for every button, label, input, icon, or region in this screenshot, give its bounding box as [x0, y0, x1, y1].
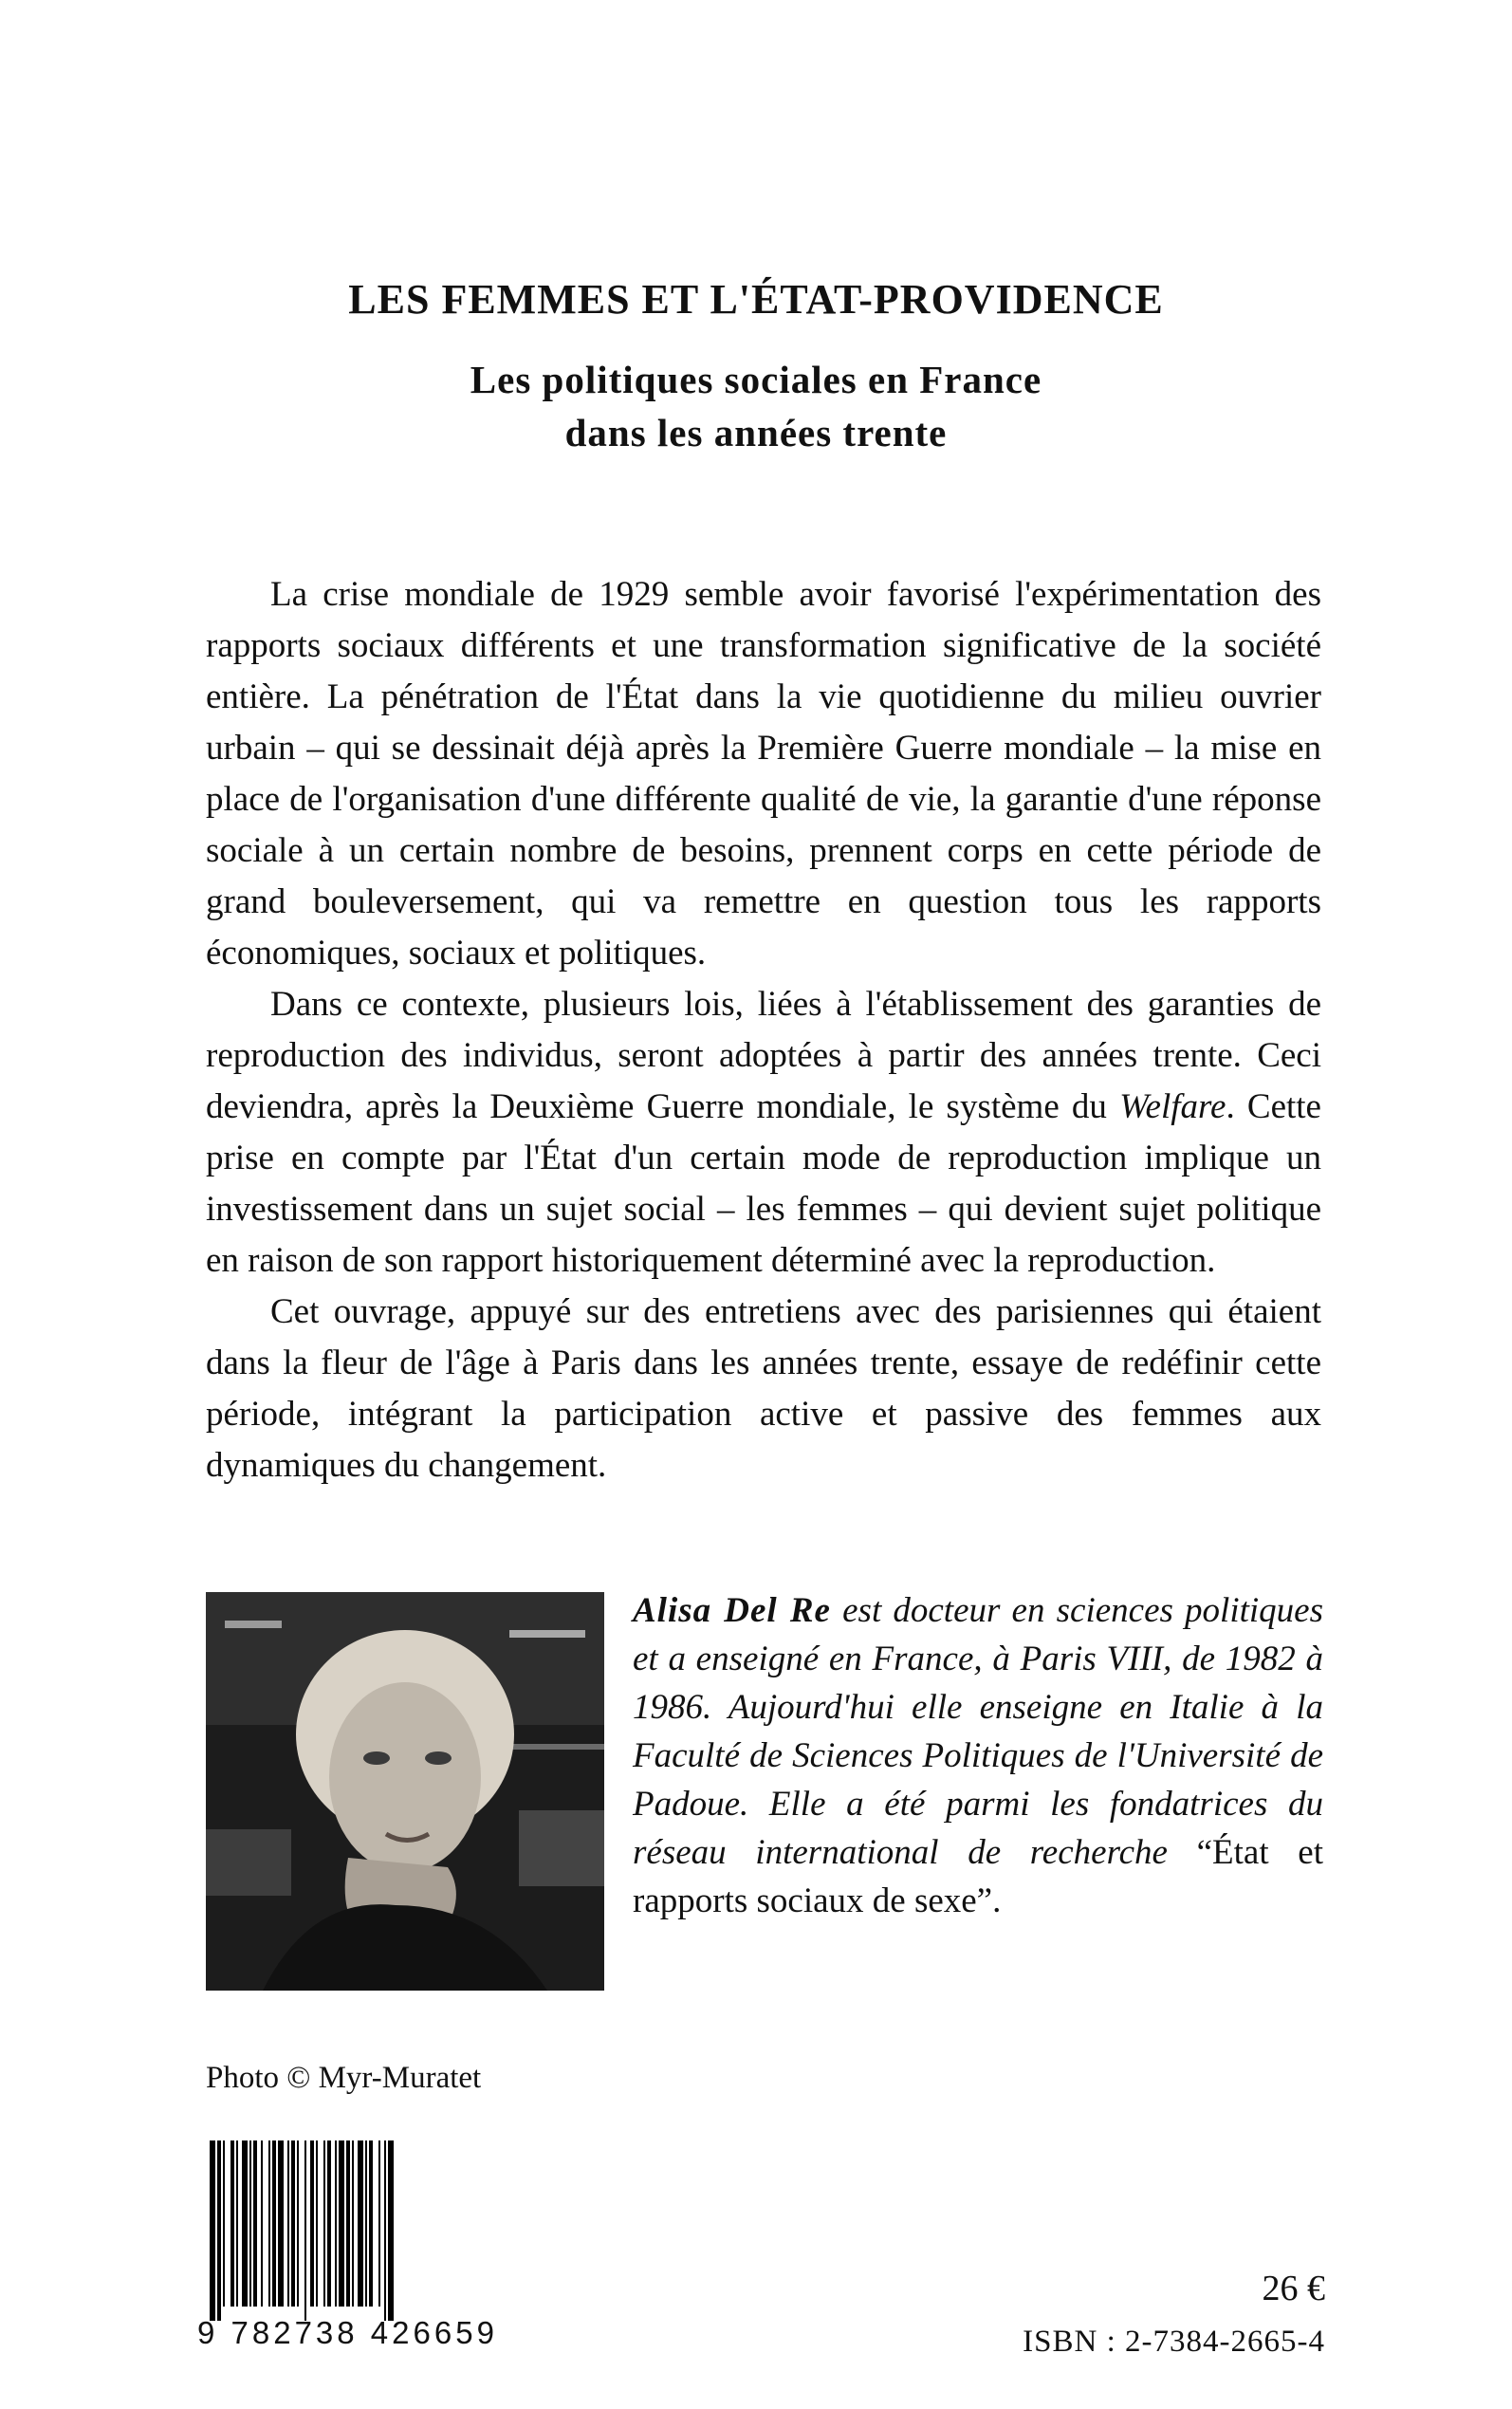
barcode-bar: [304, 2140, 306, 2321]
barcode-bar: [242, 2140, 248, 2307]
price: 26 €: [1262, 2269, 1325, 2308]
barcode-bar: [261, 2140, 263, 2307]
barcode-bar: [327, 2140, 331, 2307]
summary-paragraph-2-end: . Cette prise en compte par l'État d'un certain mode de reproduction implique un investissement dans un sujet social – les femmes – qui devient sujet politique en raison de son rapport historiquement déterminé avec la reproduction.: [206, 1087, 1321, 1280]
summary-text: [206, 569, 1321, 1492]
barcode-bar: [297, 2140, 299, 2307]
welfare-term: Welfare: [1119, 1087, 1226, 1126]
barcode-bar: [323, 2140, 325, 2307]
subtitle-line-2: dans les années trente: [564, 411, 948, 454]
barcode-bar: [210, 2140, 215, 2321]
author-portrait-image: [206, 1592, 604, 1991]
barcode-bar: [287, 2140, 289, 2307]
barcode-bar: [365, 2140, 367, 2307]
barcode-bar: [230, 2140, 234, 2307]
isbn: ISBN : 2-7384-2665-4: [1023, 2325, 1325, 2359]
barcode-bar: [384, 2140, 386, 2321]
photo-credit: Photo © Myr-Muratet: [206, 2061, 482, 2095]
barcode-bar: [268, 2140, 270, 2307]
barcode-bar: [369, 2140, 373, 2307]
barcode-bar: [291, 2140, 295, 2307]
author-bio: [633, 1586, 1323, 1925]
summary-paragraph-3: Cet ouvrage, appuyé sur des entretiens avec des parisiennes qui étaient dans la fleur de l'âge à Paris dans les années trente, essaye de redéfinir cette période, intégrant la participation active et passive des femmes aux dynamiques du changement.: [206, 1292, 1321, 1485]
book-subtitle: [0, 353, 1512, 459]
summary-paragraph-2-start: Dans ce contexte, plusieurs lois, liées à l'établissement des garanties de reproduction des individus, seront adoptées à partir des années trente. Ceci deviendra, après la Deuxième Guerre mondiale, le système du: [206, 985, 1321, 1126]
barcode-bar: [316, 2140, 318, 2307]
summary-paragraph-2: [206, 979, 1321, 1287]
barcode-bar: [388, 2140, 394, 2321]
barcode-bar: [272, 2140, 276, 2307]
book-title: LES FEMMES ET L'ÉTAT-PROVIDENCE: [348, 276, 1164, 323]
barcode-bar: [310, 2140, 314, 2307]
barcode-bar: [358, 2140, 363, 2307]
barcode-bar: [217, 2140, 221, 2321]
barcode: [204, 2140, 560, 2321]
subtitle-line-1: Les politiques sociales en France: [470, 358, 1042, 401]
barcode-digits: 9 782738 426659: [197, 2315, 498, 2350]
barcode-bar: [278, 2140, 284, 2307]
summary-paragraph-1: La crise mondiale de 1929 semble avoir favorisé l'expérimentation des rapports sociaux différents et une transformation significative de la société entière. La pénétration de l'État dans la vie quotidienne du milieu ouvrier urbain – qui se dessinait déjà après la Première Guerre mondiale – la mise en place de l'organisation d'une différente qualité de vie, la garantie d'une réponse sociale à un certain nombre de besoins, prennent corps en cette période de grand bouleversement, qui va remettre en question tous les rapports économiques, sociaux et politiques.: [206, 575, 1321, 973]
author-bio-text: est docteur en sciences politiques et a enseigné en France, à Paris VIII, de 1982 à 1986. Aujourd'hui elle enseigne en Italie à la Faculté de Sciences Politiques de l'Université de Padoue. Elle a été parmi les fondatrices du réseau international de recherche: [633, 1591, 1323, 1872]
barcode-bar: [253, 2140, 257, 2307]
barcode-bar: [346, 2140, 350, 2307]
author-name: Alisa Del Re: [633, 1591, 831, 1630]
barcode-bars: [204, 2140, 560, 2321]
barcode-bar: [339, 2140, 344, 2307]
barcode-bar: [236, 2140, 238, 2307]
barcode-bar: [223, 2140, 225, 2307]
research-network-name: “État et rapports sociaux de sexe”.: [633, 1833, 1323, 1920]
barcode-bar: [335, 2140, 337, 2307]
barcode-bar: [249, 2140, 251, 2307]
author-photo: [206, 1592, 604, 1991]
barcode-bar: [352, 2140, 354, 2307]
barcode-bar: [378, 2140, 380, 2307]
